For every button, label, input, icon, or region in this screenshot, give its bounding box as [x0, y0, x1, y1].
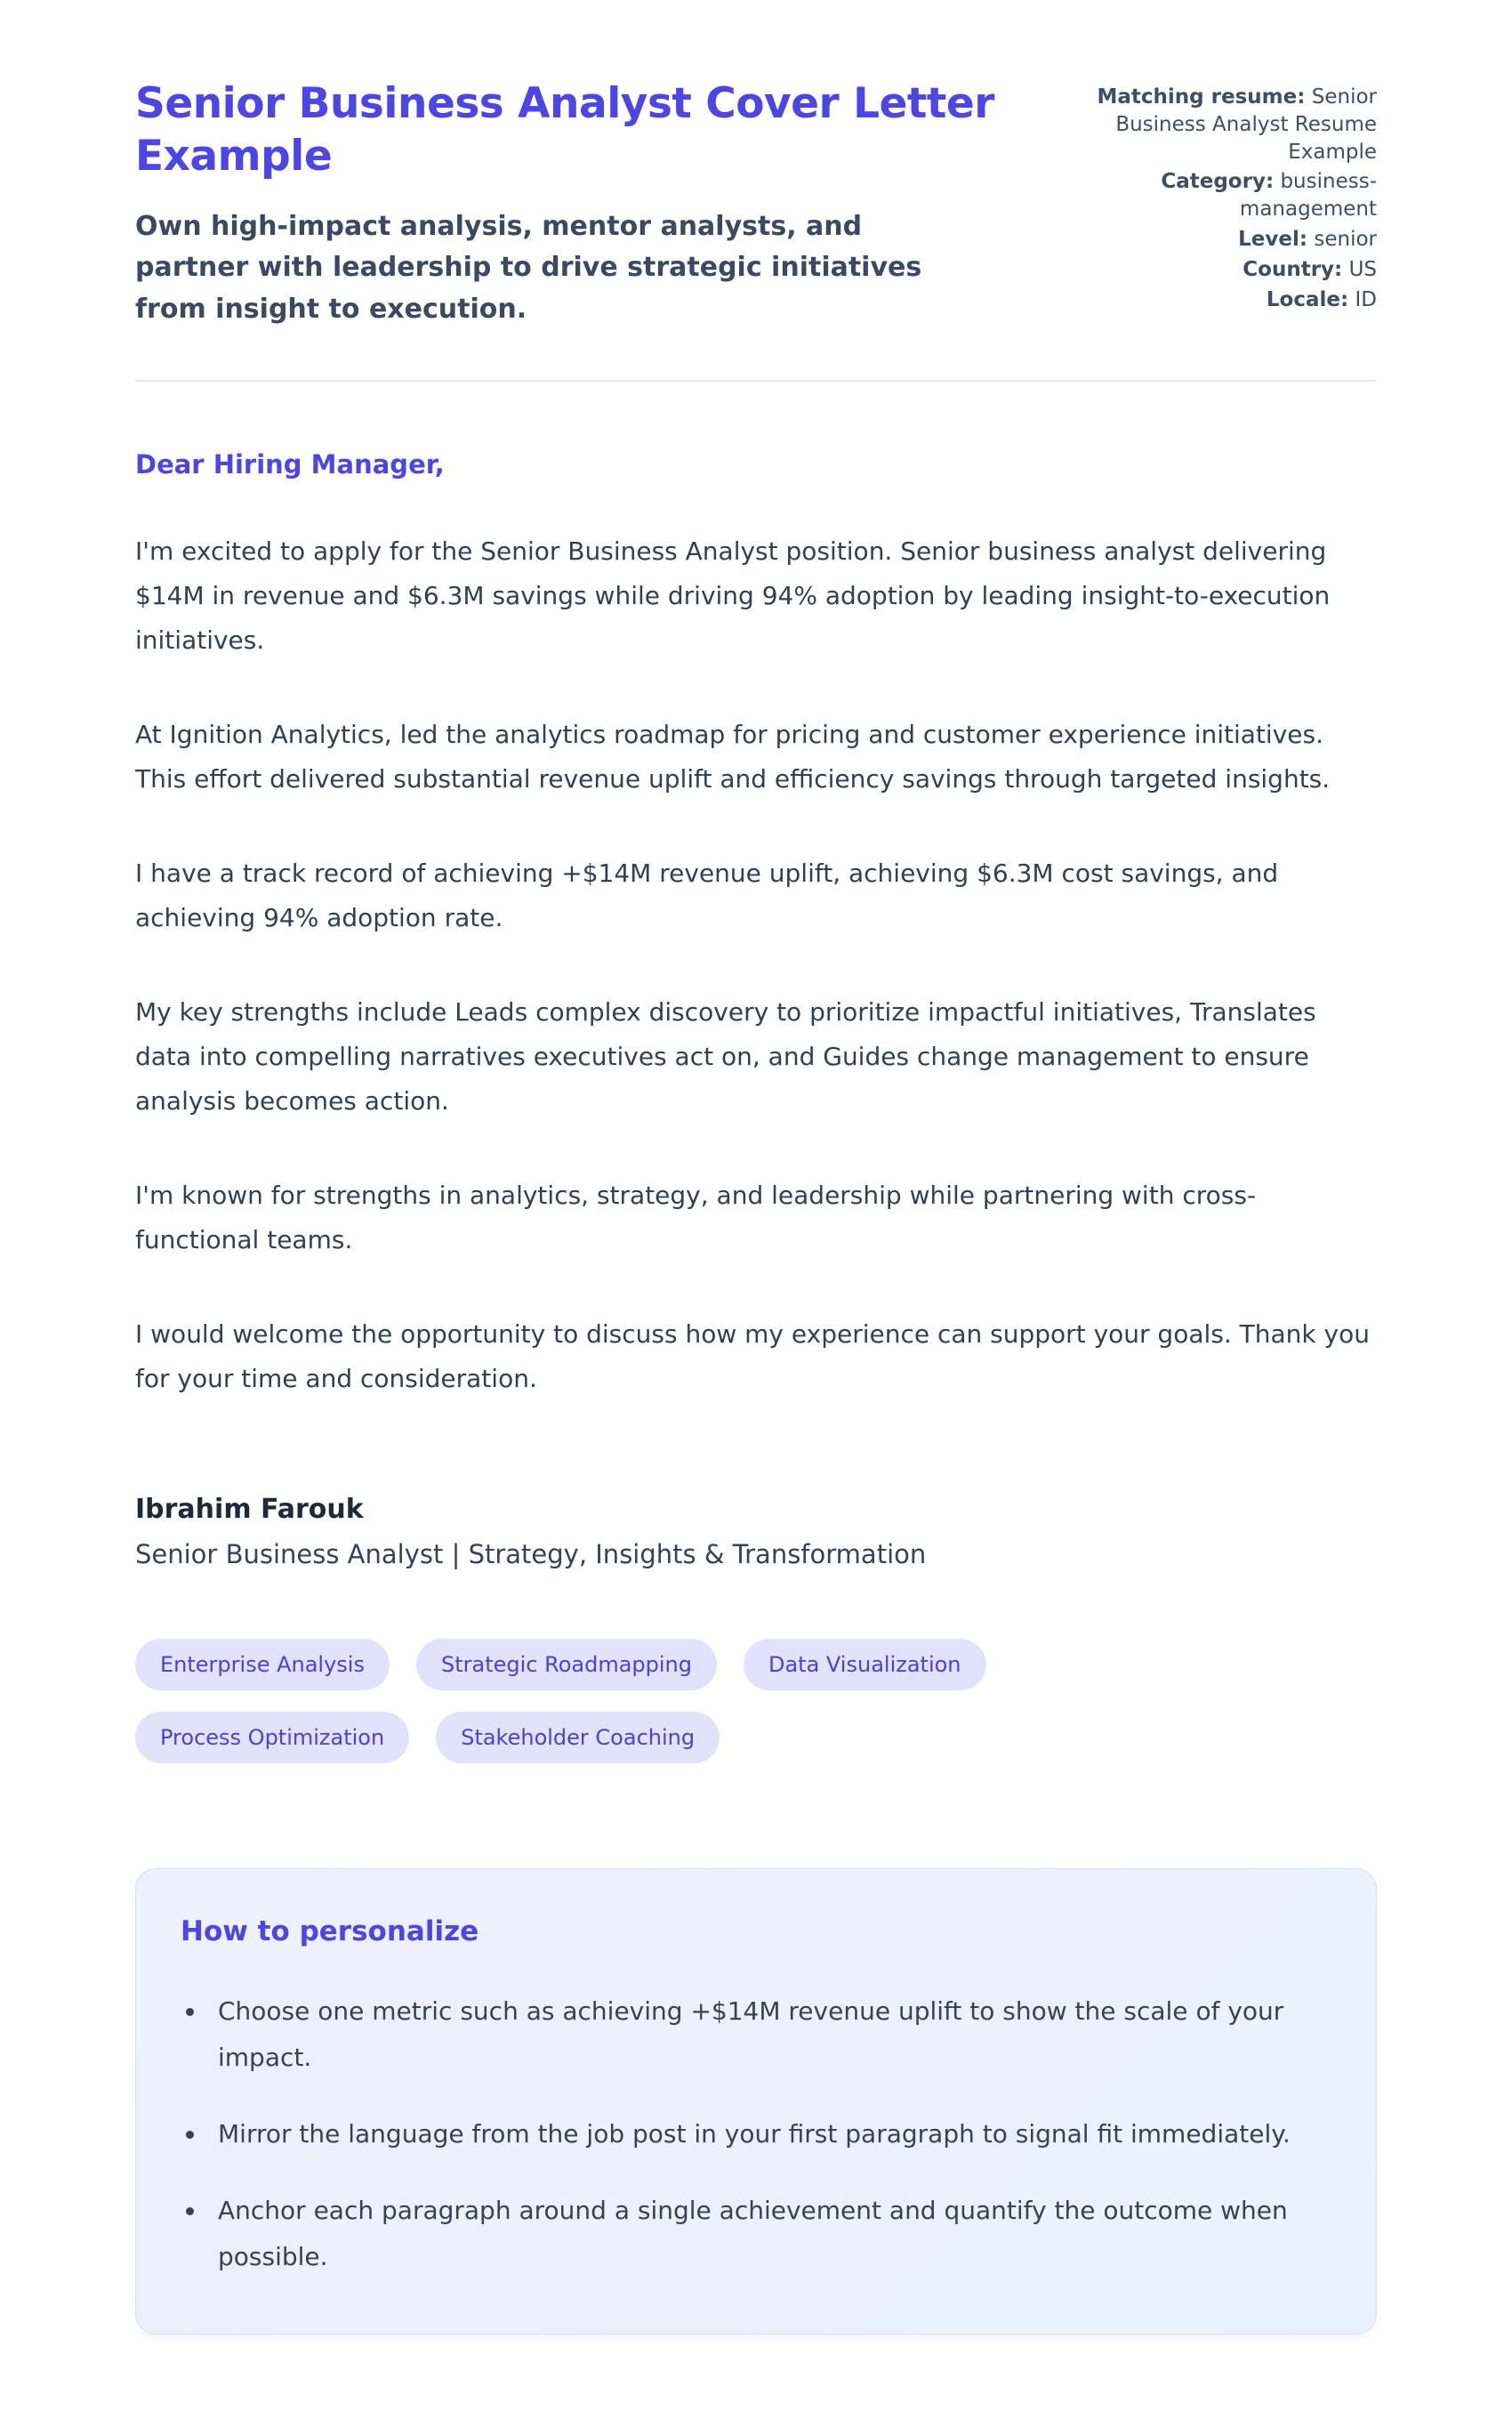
meta-country	[1074, 256, 1377, 284]
meta-country-label: Country:	[1243, 257, 1343, 281]
letter-paragraph: I have a track record of achieving +$14M revenue uplift, achieving $6.3M cost savings, and achieving 94% adoption rate.	[135, 859, 1279, 932]
resume-meta	[1074, 78, 1377, 317]
how-to-personalize-list	[181, 1988, 1331, 2280]
skill-tag-stakeholder-coaching: Stakeholder Coaching	[436, 1712, 720, 1763]
meta-category-label: Category:	[1161, 170, 1275, 194]
skill-tag-data-visualization: Data Visualization	[744, 1639, 986, 1690]
letter-body	[135, 449, 1377, 1401]
meta-matching-resume-label: Matching resume:	[1097, 85, 1306, 109]
skill-tag-enterprise-analysis: Enterprise Analysis	[135, 1639, 390, 1690]
letter-paragraph: At Ignition Analytics, led the analytics roadmap for pricing and customer experience initiatives. This effort delivered substantial revenue uplift and efficiency savings through targeted insights.	[135, 720, 1331, 794]
header	[135, 78, 1377, 330]
meta-locale	[1074, 286, 1377, 314]
skill-tags	[135, 1639, 1247, 1763]
letter-paragraph: I'm known for strengths in analytics, strategy, and leadership while partnering with cross-functional teams.	[135, 1181, 1257, 1254]
skill-tag-process-optimization: Process Optimization	[135, 1712, 409, 1763]
tip-item: • Mirror the language from the job post in your first paragraph to signal fit immediately.	[207, 2111, 1331, 2157]
meta-category	[1074, 168, 1377, 223]
letter-greeting: Dear Hiring Manager,	[135, 449, 445, 480]
meta-matching-resume-value: Senior Business Analyst Resume Example	[1115, 85, 1377, 164]
page-title: Senior Business Analyst Cover Letter Example	[135, 79, 994, 181]
letter-paragraph: I would welcome the opportunity to discuss how my experience can support your goals. Thank you for your time and consideration.	[135, 1319, 1370, 1393]
meta-matching-resume	[1074, 84, 1377, 165]
header-title-block	[135, 78, 1039, 330]
signature-name: Ibrahim Farouk	[135, 1494, 364, 1525]
meta-category-value: business-management	[1239, 170, 1377, 222]
letter-paragraph: I'm excited to apply for the Senior Business Analyst position. Senior business analyst delivering $14M in revenue and $6.3M savings while driving 94% adoption by leading insight-to-execution initiatives.	[135, 536, 1331, 655]
tip-item: • Anchor each paragraph around a single achievement and quantify the outcome when possible.	[207, 2188, 1331, 2280]
cover-letter-page	[135, 0, 1377, 2420]
skill-tag-strategic-roadmapping: Strategic Roadmapping	[416, 1639, 717, 1690]
meta-level-value: senior	[1314, 228, 1377, 252]
header-divider	[135, 380, 1377, 382]
meta-level-label: Level:	[1238, 228, 1308, 252]
how-to-personalize-heading: How to personalize	[181, 1915, 479, 1947]
how-to-personalize-card	[135, 1868, 1377, 2334]
meta-country-value: US	[1348, 257, 1377, 281]
letter-paragraph: My key strengths include Leads complex discovery to prioritize impactful initiatives, Translates data into compelling narratives executives act on, and Guides change management to ensure analysis becomes action.	[135, 997, 1316, 1116]
meta-level	[1074, 226, 1377, 254]
tip-item: • Choose one metric such as achieving +$14M revenue uplift to show the scale of your impact.	[207, 1988, 1331, 2081]
meta-locale-label: Locale:	[1266, 287, 1349, 311]
signature-role: Senior Business Analyst | Strategy, Insights & Transformation	[135, 1539, 927, 1569]
page-subtitle: Own high-impact analysis, mentor analysts, and partner with leadership to drive strategic initiatives from insight to execution.	[135, 210, 922, 325]
meta-locale-value: ID	[1355, 287, 1377, 311]
signature-block	[135, 1494, 1377, 1569]
